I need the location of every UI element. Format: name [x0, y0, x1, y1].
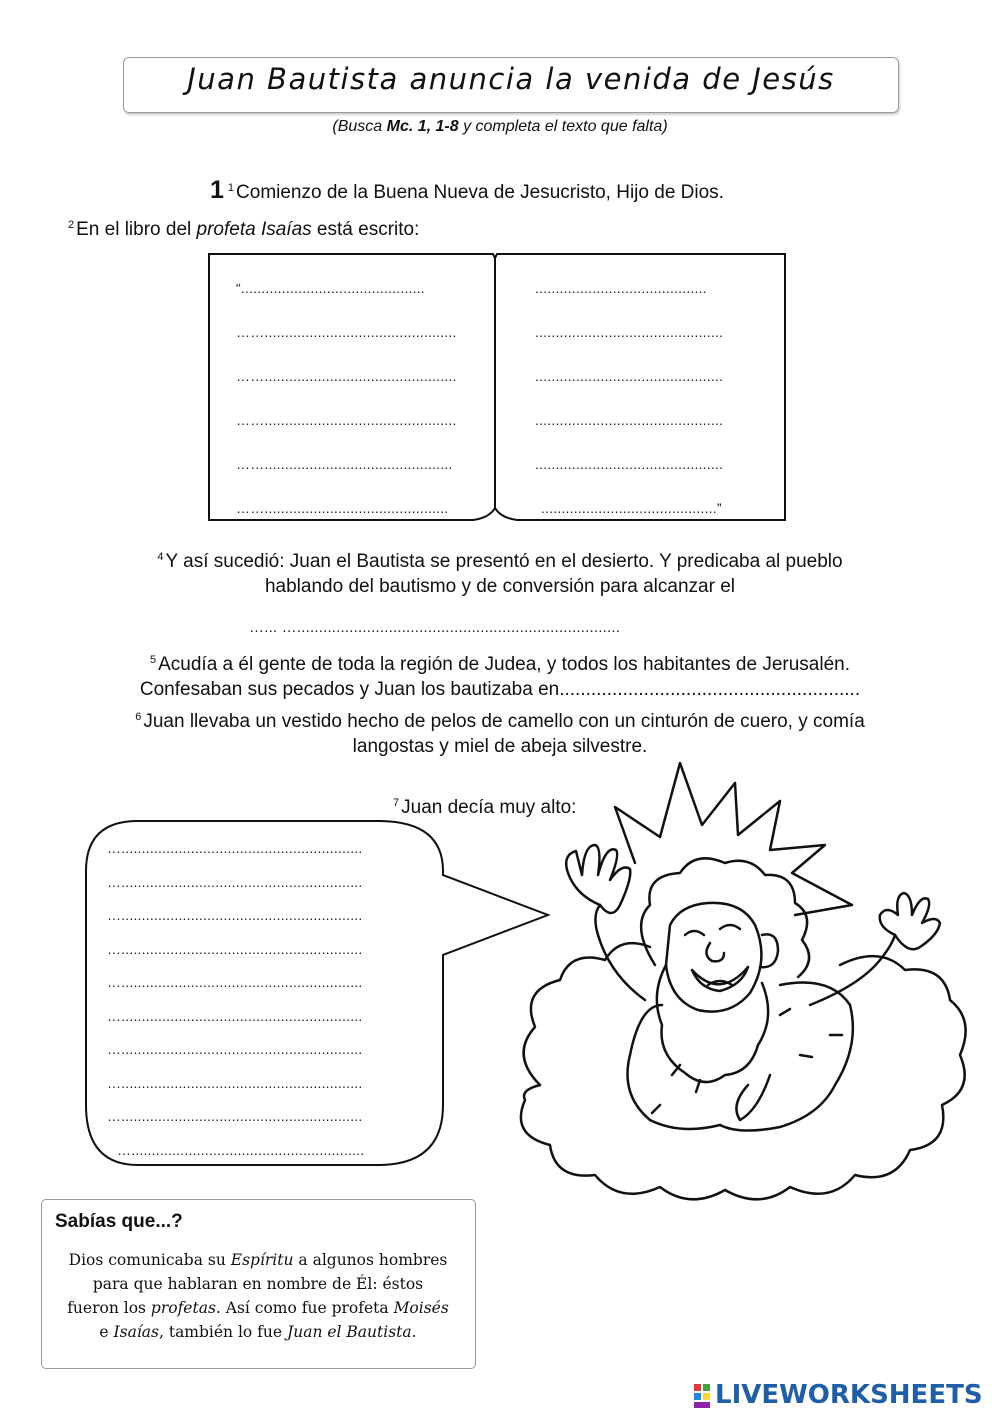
text-run: Dios comunicaba su: [68, 1251, 231, 1269]
book-left-page: [236, 280, 486, 544]
liveworksheets-logo[interactable]: LIVEWORKSHEETS: [715, 1380, 983, 1410]
verse-text: En el libro del: [76, 219, 197, 240]
page-title: Juan Bautista anuncia la venida de Jesús: [187, 62, 835, 96]
answer-line[interactable]: …...........................................................: [107, 940, 363, 957]
did-you-know-line: para que hablaran en nombre de Él: éstos: [92, 1275, 424, 1293]
instructions-prefix: (Busca: [332, 118, 387, 135]
verse-text-end: está escrito:: [311, 219, 420, 240]
text-italic: profetas: [150, 1299, 216, 1317]
verse-5-line-1: [0, 648, 1000, 677]
did-you-know-line: [44, 1320, 472, 1344]
verse-number: 1: [227, 182, 235, 194]
verse-6-line-2: langostas y miel de abeja silvestre.: [352, 736, 648, 757]
answer-line[interactable]: ..............................................: [535, 412, 724, 428]
verse-6: [0, 705, 1000, 759]
did-you-know-text: [44, 1248, 472, 1344]
answer-line[interactable]: …... …..........................................................................: [249, 619, 621, 636]
text-italic: Juan el Bautista: [287, 1323, 412, 1341]
text-run: , también lo fue: [158, 1323, 288, 1341]
speech-lines: [107, 840, 427, 1175]
verse-number: 5: [149, 654, 157, 666]
answer-line[interactable]: ..............................................: [535, 456, 724, 472]
answer-line[interactable]: ..............................................: [535, 324, 724, 340]
answer-line[interactable]: …...........................................................: [107, 1108, 363, 1124]
answer-line[interactable]: …...........................................................: [107, 840, 363, 856]
verse-number: 6: [135, 711, 142, 723]
verse-number: 7: [393, 797, 400, 809]
answer-line[interactable]: ..............................................: [535, 368, 724, 384]
instructions-suffix: y completa el texto que falta): [458, 118, 668, 135]
did-you-know-title: Sabías que...?: [55, 1211, 183, 1232]
verse-text: Comienzo de la Buena Nueva de Jesucristo, Hijo de Dios.: [236, 182, 724, 203]
did-you-know-line: [44, 1296, 472, 1320]
text-run: fueron los: [67, 1299, 151, 1317]
verse-text: Y así sucedió: Juan el Bautista se presentó en el desierto. Y predicaba al pueblo: [165, 551, 843, 572]
answer-line[interactable]: ……...............................................: [236, 368, 457, 384]
answer-line[interactable]: …...........................................................: [107, 1007, 363, 1024]
bible-reference: Mc. 1, 1-8: [386, 118, 459, 135]
answer-line[interactable]: ...........................................”: [541, 500, 722, 516]
book-right-page: [535, 280, 775, 544]
answer-line[interactable]: …...........................................................: [107, 873, 363, 890]
verse-2: [68, 213, 419, 242]
chapter-number: 1: [210, 176, 224, 204]
instructions: [0, 118, 1000, 136]
text-run: . Así como fue profeta: [215, 1299, 394, 1317]
answer-line[interactable]: ……...............................................: [236, 324, 457, 340]
verse-text: Juan decía muy alto:: [401, 797, 577, 818]
verse-4-line-2: hablando del bautismo y de conversión para alcanzar el: [264, 576, 736, 597]
verse-number: 4: [157, 551, 164, 563]
text-run: e: [99, 1323, 114, 1341]
verse-text: Acudía a él gente de toda la región de Judea, y todos los habitantes de Jerusalén.: [158, 654, 850, 675]
verse-italic: profeta Isaías: [196, 219, 312, 240]
answer-line[interactable]: …...........................................................: [107, 1041, 363, 1057]
answer-line[interactable]: ….........................................................: [117, 1141, 365, 1158]
verse-4: [0, 545, 1000, 599]
verse-1: [210, 176, 724, 205]
answer-line[interactable]: …...........................................................: [107, 907, 363, 923]
text-italic: Isaías: [113, 1323, 159, 1341]
text-italic: Espíritu: [230, 1251, 294, 1269]
verse-6-line-1: [0, 705, 1000, 734]
liveworksheets-logo-icon: [693, 1383, 711, 1409]
answer-line[interactable]: …….............................................: [236, 500, 449, 516]
text-italic: Moisés: [393, 1299, 449, 1317]
answer-line[interactable]: …...........................................................: [107, 974, 363, 990]
text-run: .: [411, 1323, 417, 1341]
verse-number: 2: [68, 219, 75, 231]
verse-text: Juan llevaba un vestido hecho de pelos de camello con un cinturón de cuero, y comía: [143, 711, 865, 732]
answer-line[interactable]: ..........................................: [535, 280, 707, 296]
answer-line[interactable]: “.............................................: [236, 280, 425, 296]
answer-line[interactable]: …...........................................................: [107, 1074, 363, 1091]
verse-5: [0, 648, 1000, 702]
text-run: a algunos hombres: [293, 1251, 448, 1269]
answer-line[interactable]: ……..............................................: [236, 456, 453, 472]
john-the-baptist-illustration: [480, 755, 980, 1225]
answer-line[interactable]: ……...............................................: [236, 412, 457, 428]
did-you-know-line: [44, 1248, 472, 1272]
verse-4-line-1: [0, 545, 1000, 574]
verse-5-line-2[interactable]: Confesaban sus pecados y Juan los bautizaba en.........................................................: [139, 679, 861, 700]
